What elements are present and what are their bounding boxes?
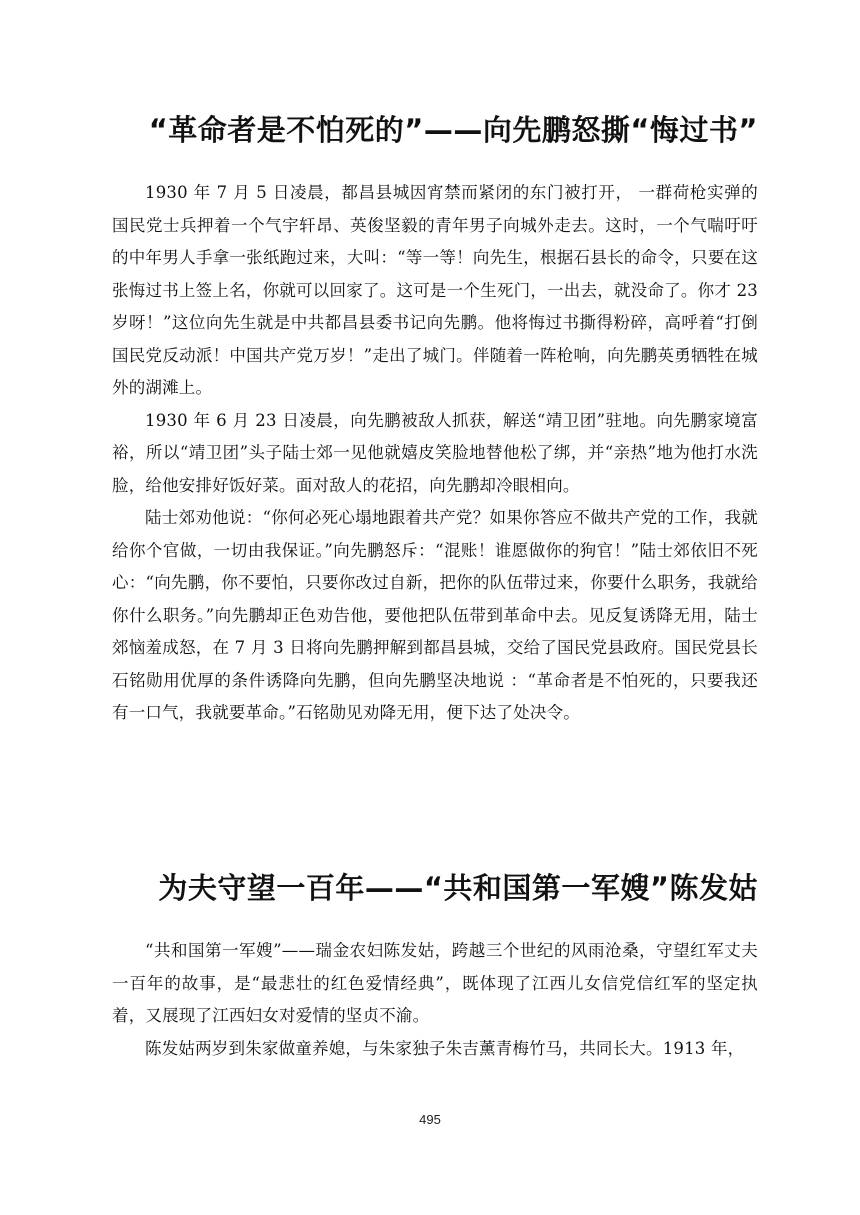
section-body — [112, 177, 758, 730]
paragraph: 陈发姑两岁到朱家做童养媳，与朱家独子朱吉薰青梅竹马，共同长大。1913 年， — [145, 1038, 745, 1058]
section-title: 为夫守望一百年——“共和国第一军嫂”陈发姑 — [158, 871, 758, 905]
section-title: “革命者是不怕死的”——向先鹏怒撕“悔过书” — [148, 113, 758, 147]
article-section-2 — [112, 866, 758, 1065]
section-body — [112, 935, 758, 1065]
page-number: 495 — [419, 1112, 441, 1127]
paragraph: 1930 年 7 月 5 日凌晨，都昌县城因宵禁而紧闭的东门被打开， 一群荷枪实弹的国民党士兵押着一个气宇轩昂、英俊坚毅的青年男子向城外走去。这时，一个气喘吁吁的中年男人手拿一张纸跑过来，大叫：“等一等！向先生，根据石县长的命令，只要在这张悔过书上签上名，你就可以回家了。这可是一个生死门，一出去，就没命了。你才 23 岁呀！”这位向先生就是中共都昌县委书记向先鹏。他将悔过书撕得粉碎，高呼着“打倒国民党反动派！中国共产党万岁！”走出了城门。伴随着一阵枪响，向先鹏英勇牺牲在城外的湖滩上。 — [112, 183, 758, 397]
paragraph: 陆士郊劝他说：“你何必死心塌地跟着共产党？如果你答应不做共产党的工作，我就给你个官做，一切由我保证。”向先鹏怒斥：“混账！谁愿做你的狗官！”陆士郊依旧不死心：“向先鹏，你不要怕，只要你改过自新，把你的队伍带过来，你要什么职务，我就给你什么职务。”向先鹏却正色劝告他，要他把队伍带到革命中去。见反复诱降无用，陆士郊恼羞成怒，在 7 月 3 日将向先鹏押解到都昌县城，交给了国民党县政府。国民党县长石铭勋用优厚的条件诱降向先鹏，但向先鹏坚决地说 ：“革命者是不怕死的，只要我还有一口气，我就要革命。”石铭勋见劝降无用，便下达了处决令。 — [112, 508, 758, 722]
paragraph: 1930 年 6 月 23 日凌晨，向先鹏被敌人抓获，解送“靖卫团”驻地。向先鹏家境富裕，所以“靖卫团”头子陆士郊一见他就嬉皮笑脸地替他松了绑，并“亲热”地为他打水洗脸，给他安排好饭好菜。面对敌人的花招，向先鹏却冷眼相向。 — [112, 410, 758, 495]
paragraph: “共和国第一军嫂”——瑞金农妇陈发姑，跨越三个世纪的风雨沧桑，守望红军丈夫一百年的故事，是“最悲壮的红色爱情经典”，既体现了江西儿女信党信红军的坚定执着，又展现了江西妇女对爱情的坚贞不渝。 — [112, 941, 758, 1025]
article-section-1 — [112, 108, 758, 730]
